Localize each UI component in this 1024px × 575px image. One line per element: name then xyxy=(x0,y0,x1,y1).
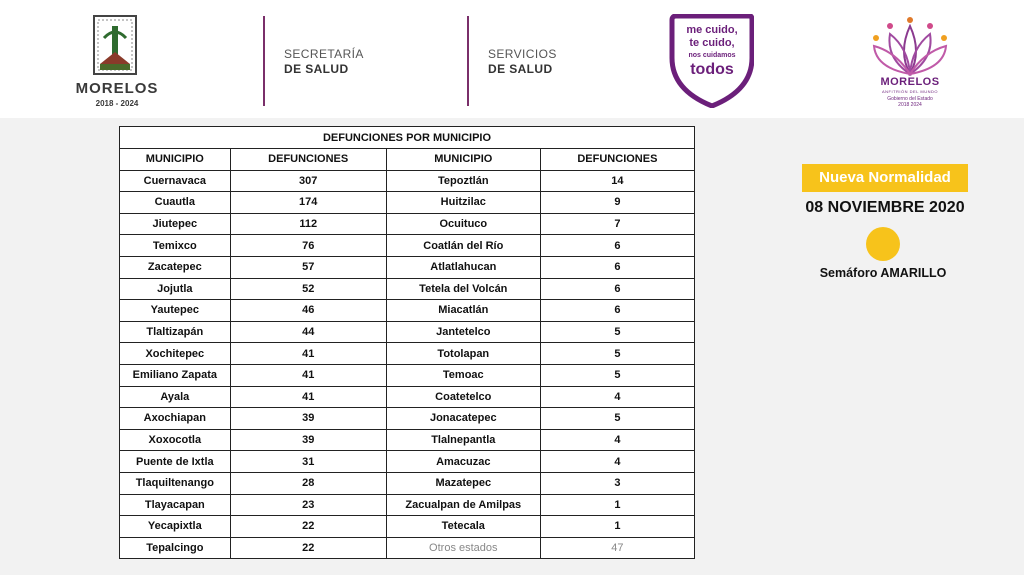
campaign-line4: todos xyxy=(690,61,734,78)
defunciones-cell: 9 xyxy=(540,192,694,214)
municipio-cell: Emiliano Zapata xyxy=(120,364,231,386)
defunciones-cell: 5 xyxy=(540,343,694,365)
table-row xyxy=(120,213,695,235)
agency2-line2: DE SALUD xyxy=(488,62,553,76)
municipio-cell: Axochiapan xyxy=(120,408,231,430)
municipio-cell: Ocuituco xyxy=(386,213,540,235)
municipio-cell: Coatetelco xyxy=(386,386,540,408)
defunciones-cell: 22 xyxy=(230,537,386,559)
defunciones-cell: 112 xyxy=(230,213,386,235)
defunciones-cell: 4 xyxy=(540,429,694,451)
municipio-cell: Huitzilac xyxy=(386,192,540,214)
defunciones-cell: 4 xyxy=(540,386,694,408)
defunciones-cell: 39 xyxy=(230,408,386,430)
table-row xyxy=(120,256,695,278)
morelos-shield-icon xyxy=(92,14,138,78)
table-row xyxy=(120,170,695,192)
table-row xyxy=(120,192,695,214)
municipio-cell: Yecapixtla xyxy=(120,516,231,538)
defunciones-cell: 174 xyxy=(230,192,386,214)
municipio-cell: Jiutepec xyxy=(120,213,231,235)
defunciones-cell: 307 xyxy=(230,170,386,192)
municipio-cell: Temoac xyxy=(386,364,540,386)
campaign-text xyxy=(676,24,748,79)
municipio-cell: Amacuzac xyxy=(386,451,540,473)
municipio-cell: Jantetelco xyxy=(386,321,540,343)
lotus-logo-icon xyxy=(868,12,952,82)
defunciones-cell: 5 xyxy=(540,321,694,343)
municipio-cell: Tetela del Volcán xyxy=(386,278,540,300)
municipio-cell: Xoxocotla xyxy=(120,429,231,451)
table-row xyxy=(120,494,695,516)
municipio-cell: Tlalnepantla xyxy=(386,429,540,451)
municipio-cell: Xochitepec xyxy=(120,343,231,365)
table-row xyxy=(120,451,695,473)
agency-secretaria xyxy=(284,47,364,77)
gov-logo-subtitle: ANFITRIÓN DEL MUNDO xyxy=(881,89,939,94)
defunciones-cell: 6 xyxy=(540,235,694,257)
agency1-line1: SECRETARÍA xyxy=(284,47,364,61)
defunciones-cell: 47 xyxy=(540,537,694,559)
defunciones-cell: 39 xyxy=(230,429,386,451)
defunciones-cell: 46 xyxy=(230,300,386,322)
report-date: 08 NOVIEMBRE 2020 xyxy=(805,199,965,216)
defunciones-cell: 52 xyxy=(230,278,386,300)
table-row xyxy=(120,429,695,451)
defunciones-cell: 7 xyxy=(540,213,694,235)
defunciones-cell: 41 xyxy=(230,343,386,365)
table-header-row xyxy=(120,149,695,171)
defunciones-cell: 22 xyxy=(230,516,386,538)
defunciones-cell: 31 xyxy=(230,451,386,473)
municipio-cell: Mazatepec xyxy=(386,472,540,494)
campaign-line2: te cuido, xyxy=(689,37,735,49)
defunciones-cell: 76 xyxy=(230,235,386,257)
defunciones-cell: 6 xyxy=(540,278,694,300)
municipio-cell: Atlatlahucan xyxy=(386,256,540,278)
municipio-cell: Miacatlán xyxy=(386,300,540,322)
municipio-cell: Otros estados xyxy=(386,537,540,559)
municipio-cell: Temixco xyxy=(120,235,231,257)
agency1-line2: DE SALUD xyxy=(284,62,349,76)
municipio-cell: Coatlán del Río xyxy=(386,235,540,257)
municipio-cell: Zacatepec xyxy=(120,256,231,278)
table-row xyxy=(120,321,695,343)
deaths-table xyxy=(119,126,695,559)
defunciones-cell: 6 xyxy=(540,256,694,278)
table-row xyxy=(120,343,695,365)
defunciones-cell: 41 xyxy=(230,386,386,408)
municipio-cell: Jonacatepec xyxy=(386,408,540,430)
gov-logo-line2: 2018 2024 xyxy=(898,102,922,108)
campaign-line1: me cuido, xyxy=(686,24,738,36)
divider xyxy=(263,16,265,106)
defunciones-cell: 14 xyxy=(540,170,694,192)
table-row xyxy=(120,364,695,386)
table-row xyxy=(120,386,695,408)
municipio-cell: Tetecala xyxy=(386,516,540,538)
table-row xyxy=(120,235,695,257)
municipio-cell: Tlaltizapán xyxy=(120,321,231,343)
municipio-cell: Puente de Ixtla xyxy=(120,451,231,473)
col-header-municipio: MUNICIPIO xyxy=(120,149,231,171)
table-row xyxy=(120,537,695,559)
table-title: DEFUNCIONES POR MUNICIPIO xyxy=(120,127,695,149)
col-header-defunciones: DEFUNCIONES xyxy=(540,149,694,171)
defunciones-cell: 1 xyxy=(540,516,694,538)
defunciones-cell: 41 xyxy=(230,364,386,386)
state-years: 2018 - 2024 xyxy=(95,99,139,108)
municipio-cell: Yautepec xyxy=(120,300,231,322)
defunciones-cell: 1 xyxy=(540,494,694,516)
defunciones-cell: 4 xyxy=(540,451,694,473)
defunciones-cell: 23 xyxy=(230,494,386,516)
defunciones-cell: 44 xyxy=(230,321,386,343)
municipio-cell: Cuernavaca xyxy=(120,170,231,192)
nueva-normalidad-badge: Nueva Normalidad xyxy=(802,164,968,192)
table-row xyxy=(120,300,695,322)
col-header-municipio: MUNICIPIO xyxy=(386,149,540,171)
header-bar xyxy=(0,0,1024,118)
gov-logo-line1: Gobierno del Estado xyxy=(887,96,933,102)
semaforo-light-icon xyxy=(866,227,900,261)
state-name: MORELOS xyxy=(75,80,159,97)
defunciones-cell: 28 xyxy=(230,472,386,494)
agency-servicios xyxy=(488,47,557,77)
municipio-cell: Totolapan xyxy=(386,343,540,365)
municipio-cell: Tlayacapan xyxy=(120,494,231,516)
defunciones-cell: 57 xyxy=(230,256,386,278)
divider xyxy=(467,16,469,106)
agency2-line1: SERVICIOS xyxy=(488,47,557,61)
municipio-cell: Tlaquiltenango xyxy=(120,472,231,494)
municipio-cell: Jojutla xyxy=(120,278,231,300)
table-row xyxy=(120,278,695,300)
defunciones-cell: 5 xyxy=(540,408,694,430)
table-row xyxy=(120,472,695,494)
municipio-cell: Cuautla xyxy=(120,192,231,214)
campaign-line3: nos cuidamos xyxy=(688,52,736,59)
table-row xyxy=(120,516,695,538)
gov-logo-title: MORELOS xyxy=(880,76,940,88)
municipio-cell: Ayala xyxy=(120,386,231,408)
municipio-cell: Zacualpan de Amilpas xyxy=(386,494,540,516)
col-header-defunciones: DEFUNCIONES xyxy=(230,149,386,171)
defunciones-cell: 5 xyxy=(540,364,694,386)
municipio-cell: Tepoztlán xyxy=(386,170,540,192)
municipio-cell: Tepalcingo xyxy=(120,537,231,559)
defunciones-cell: 3 xyxy=(540,472,694,494)
defunciones-cell: 6 xyxy=(540,300,694,322)
table-row xyxy=(120,408,695,430)
semaforo-status: Semáforo AMARILLO xyxy=(819,266,947,280)
